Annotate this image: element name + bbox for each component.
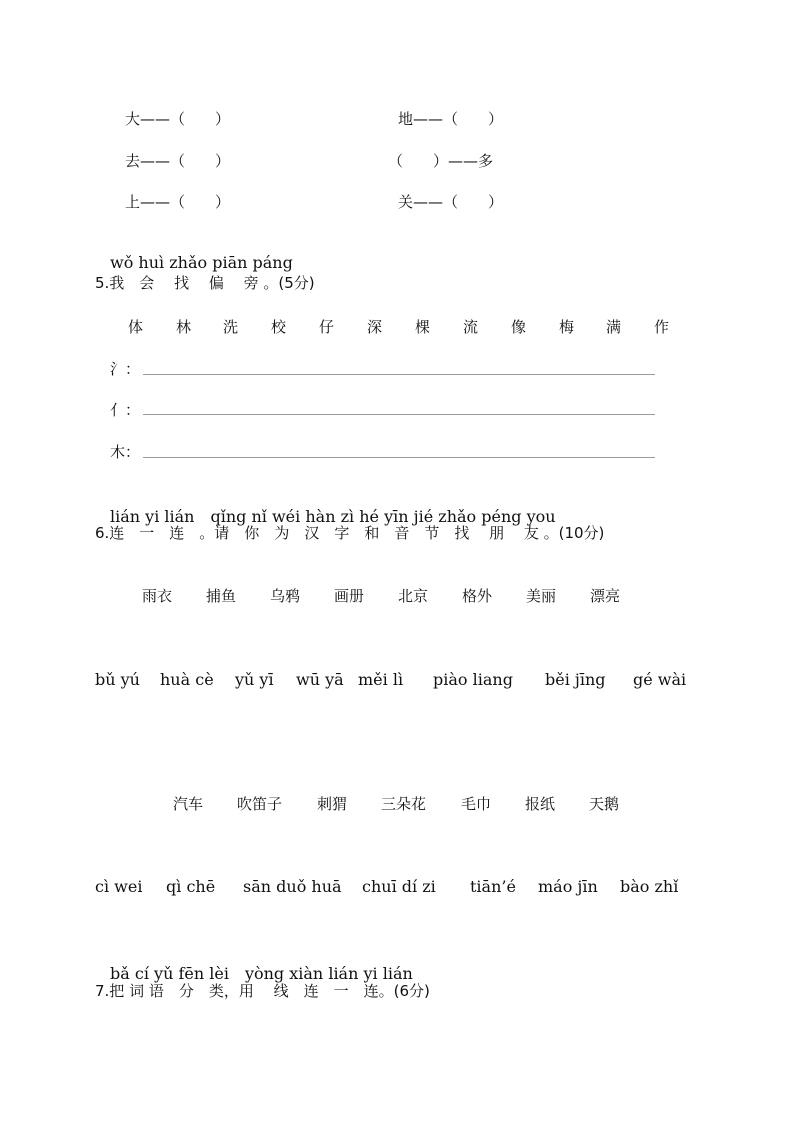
pinyin-item[interactable]: qì chē xyxy=(166,877,216,896)
opposite-right-3: 关——（ ） xyxy=(398,193,504,211)
pinyin-item[interactable]: sān duǒ huā xyxy=(243,877,342,896)
opposite-right-1: 地——（ ） xyxy=(398,110,504,128)
pinyin-item[interactable]: chuī dí zi xyxy=(362,877,436,896)
q5-char: 林 xyxy=(176,318,192,336)
q6-title: 6.连 一 连 。请 你 为 汉 字 和 音 节 找 朋 友 。(10分) xyxy=(95,524,605,542)
answer-line-wood[interactable] xyxy=(143,457,655,458)
radical-label-wood: 木： xyxy=(110,443,141,461)
word-item[interactable]: 汽车 xyxy=(173,795,204,813)
q5-char: 棵 xyxy=(415,318,431,336)
word-item[interactable]: 格外 xyxy=(462,587,493,605)
q5-char: 满 xyxy=(606,318,622,336)
word-item[interactable]: 画册 xyxy=(334,587,365,605)
word-item[interactable]: 乌鸦 xyxy=(270,587,301,605)
word-item[interactable]: 毛巾 xyxy=(461,795,492,813)
pinyin-item[interactable]: bào zhǐ xyxy=(620,877,679,896)
q5-char: 像 xyxy=(511,318,527,336)
word-item[interactable]: 雨衣 xyxy=(142,587,173,605)
word-item[interactable]: 报纸 xyxy=(525,795,556,813)
word-item[interactable]: 捕鱼 xyxy=(206,587,237,605)
opposite-left-2: 去——（ ） xyxy=(125,152,231,170)
pinyin-item[interactable]: gé wài xyxy=(633,670,687,689)
word-item[interactable]: 刺猬 xyxy=(317,795,348,813)
pinyin-item[interactable]: měi lì xyxy=(358,670,404,689)
word-item[interactable]: 北京 xyxy=(398,587,429,605)
q7-pinyin: bǎ cí yǔ fēn lèi yòng xiàn lián yi lián xyxy=(110,964,413,983)
pinyin-item[interactable]: huà cè xyxy=(160,670,214,689)
opposite-right-2: （ ）——多 xyxy=(388,152,494,170)
q5-pinyin: wǒ huì zhǎo piān páng xyxy=(110,253,293,272)
radical-label-water: 氵： xyxy=(110,360,141,378)
pinyin-item[interactable]: bǔ yú xyxy=(95,670,140,689)
q5-char: 洗 xyxy=(223,318,239,336)
answer-line-person[interactable] xyxy=(143,414,655,415)
pinyin-item[interactable]: běi jīng xyxy=(545,670,606,689)
word-item[interactable]: 漂亮 xyxy=(590,587,621,605)
q5-char: 校 xyxy=(271,318,287,336)
opposite-left-1: 大——（ ） xyxy=(125,110,231,128)
opposite-left-3: 上——（ ） xyxy=(125,193,231,211)
word-item[interactable]: 美丽 xyxy=(526,587,557,605)
q5-char: 仔 xyxy=(319,318,335,336)
pinyin-item[interactable]: tiān’é xyxy=(470,877,516,896)
pinyin-item[interactable]: wū yā xyxy=(296,670,344,689)
q7-title: 7.把 词 语 分 类，用 线 连 一 连。(6分) xyxy=(95,982,430,1000)
q5-char: 流 xyxy=(463,318,479,336)
pinyin-item[interactable]: cì wei xyxy=(95,877,143,896)
word-item[interactable]: 三朵花 xyxy=(381,795,427,813)
q5-char: 梅 xyxy=(559,318,575,336)
pinyin-item[interactable]: yǔ yī xyxy=(235,670,274,689)
word-item[interactable]: 吹笛子 xyxy=(237,795,283,813)
pinyin-item[interactable]: piào liang xyxy=(433,670,513,689)
answer-line-water[interactable] xyxy=(143,374,655,375)
pinyin-item[interactable]: máo jīn xyxy=(538,877,598,896)
q5-title: 5.我 会 找 偏 旁 。(5分) xyxy=(95,274,315,292)
q6-pinyin: lián yi lián qǐng nǐ wéi hàn zì hé yīn jié zhǎo péng you xyxy=(110,507,556,526)
word-item[interactable]: 天鹅 xyxy=(589,795,620,813)
q5-char: 深 xyxy=(367,318,383,336)
radical-label-person: 亻： xyxy=(110,401,141,419)
q5-char: 体 xyxy=(128,318,144,336)
q5-char: 作 xyxy=(654,318,670,336)
